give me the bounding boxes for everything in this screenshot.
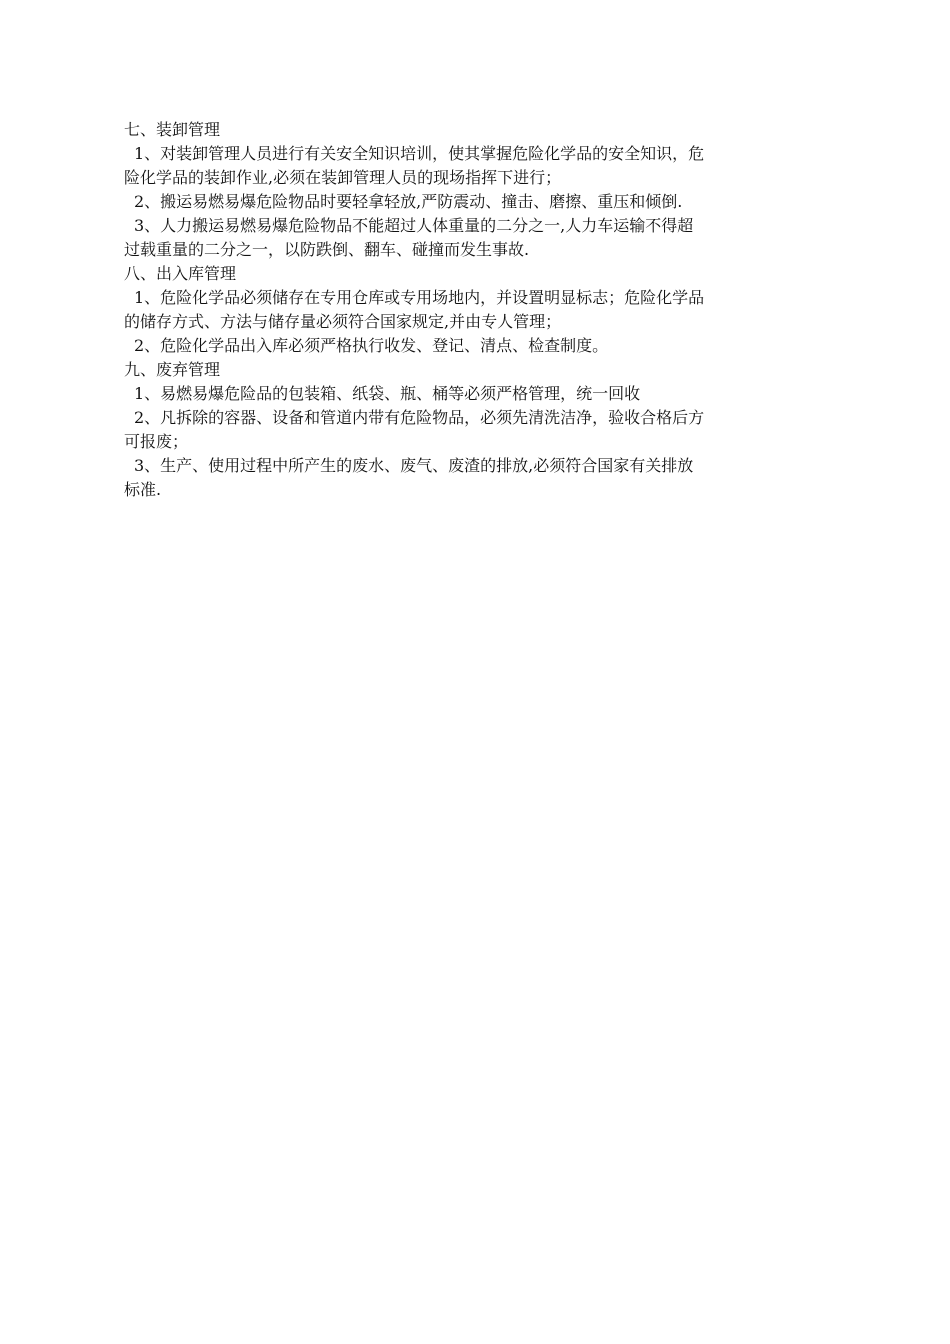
- section-heading-storage: 八、出入库管理: [124, 264, 237, 283]
- paragraph-line: 1、对装卸管理人员进行有关安全知识培训，使其掌握危险化学品的安全知识，危: [134, 144, 705, 163]
- paragraph-line: 1、危险化学品必须储存在专用仓库或专用场地内，并设置明显标志；危险化学品: [134, 288, 705, 307]
- section-heading-loading: 七、装卸管理: [124, 120, 221, 139]
- paragraph-line: 标准.: [124, 480, 162, 499]
- paragraph-line: 2、危险化学品出入库必须严格执行收发、登记、清点、检查制度。: [134, 336, 609, 355]
- section-heading-disposal: 九、废弃管理: [124, 360, 221, 379]
- paragraph-line: 险化学品的装卸作业,必须在装卸管理人员的现场指挥下进行；: [124, 168, 562, 187]
- paragraph-line: 3、人力搬运易燃易爆危险物品不能超过人体重量的二分之一,人力车运输不得超: [134, 216, 694, 235]
- paragraph-line: 2、凡拆除的容器、设备和管道内带有危险物品，必须先清洗洁净，验收合格后方: [134, 408, 705, 427]
- paragraph-line: 2、搬运易燃易爆危险物品时要轻拿轻放,严防震动、撞击、磨擦、重压和倾倒.: [134, 192, 683, 211]
- paragraph-line: 1、易燃易爆危险品的包装箱、纸袋、瓶、桶等必须严格管理，统一回收: [134, 384, 641, 403]
- paragraph-line: 可报废；: [124, 432, 189, 451]
- document-page: [124, 118, 824, 502]
- paragraph-line: 过载重量的二分之一，以防跌倒、翻车、碰撞而发生事故.: [124, 240, 530, 259]
- paragraph-line: 3、生产、使用过程中所产生的废水、废气、废渣的排放,必须符合国家有关排放: [134, 456, 694, 475]
- paragraph-line: 的储存方式、方法与储存量必须符合国家规定,并由专人管理；: [124, 312, 562, 331]
